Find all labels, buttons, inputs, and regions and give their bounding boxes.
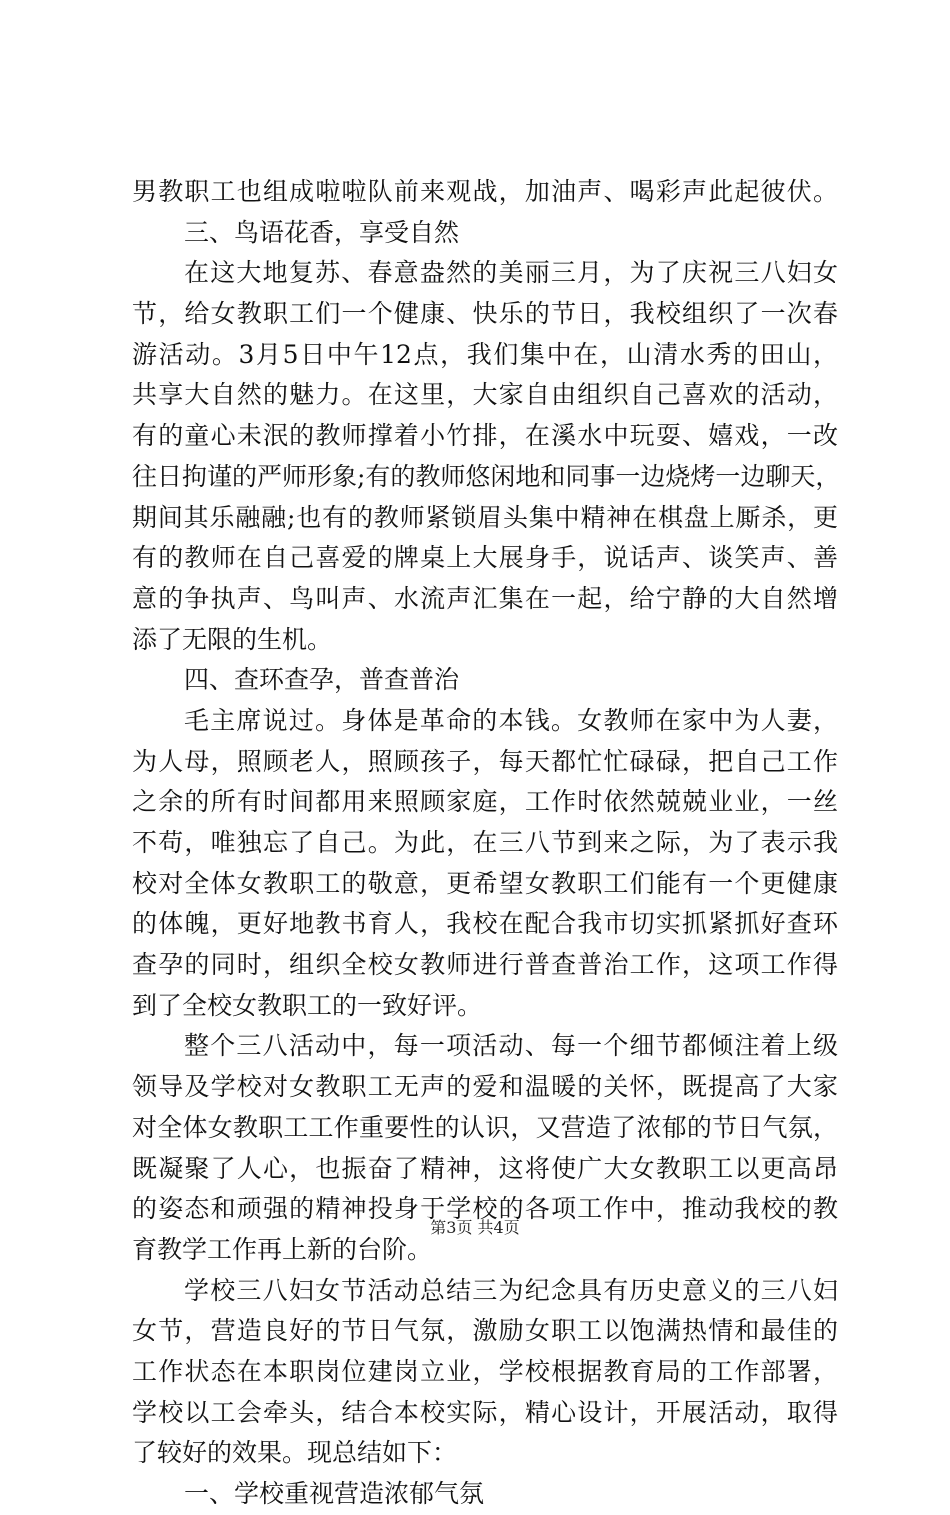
text-line: 查孕的同时，组织全校女教师进行普查普治工作，这项工作得 [132, 950, 838, 980]
text-line: 有的童心未泯的教师撑着小竹排，在溪水中玩耍、嬉戏，一改 [132, 421, 838, 451]
text-line: 领导及学校对女教职工无声的爱和温暖的关怀，既提高了大家 [132, 1072, 838, 1102]
text-line: 了较好的效果。现总结如下： [132, 1438, 458, 1468]
text-line: 为人母，照顾老人，照顾孩子，每天都忙忙碌碌，把自己工作 [132, 746, 838, 776]
text-line: 对全体女教职工工作重要性的认识，又营造了浓郁的节日气氛， [132, 1112, 838, 1142]
text-line: 毛主席说过。身体是革命的本钱。女教师在家中为人妻， [184, 705, 838, 735]
text-line: 女节，营造良好的节日气氛，激励女职工以饱满热情和最佳的 [132, 1316, 838, 1346]
text-line: 期间其乐融融;也有的教师紧锁眉头集中精神在棋盘上厮杀，更 [132, 502, 838, 532]
text-line: 的姿态和顽强的精神投身于学校的各项工作中，推动我校的教 [132, 1194, 838, 1224]
text-line: 到了全校女教职工的一致好评。 [132, 990, 483, 1020]
document-body [132, 172, 841, 1515]
text-line: 不苟，唯独忘了自己。为此，在三八节到来之际，为了表示我 [132, 828, 838, 857]
text-line: 添了无限的生机。 [132, 624, 333, 654]
page-footer: 第3页 共4页 [430, 1218, 520, 1237]
text-line: 往日拘谨的严师形象;有的教师悠闲地和同事一边烧烤一边聊天， [132, 461, 841, 491]
section-heading: 一、学校重视营造浓郁气氛 [184, 1479, 485, 1508]
text-line: 意的争执声、鸟叫声、水流声汇集在一起，给宁静的大自然增 [132, 583, 838, 613]
text-line: 有的教师在自己喜爱的牌桌上大展身手，说话声、谈笑声、善 [132, 543, 838, 573]
text-line: 在这大地复苏、春意盎然的美丽三月，为了庆祝三八妇女 [184, 258, 838, 288]
text-line: 游活动。3月5日中午12点，我们集中在，山清水秀的田山， [132, 339, 838, 369]
text-line: 校对全体女教职工的敬意，更希望女教职工们能有一个更健康 [132, 868, 838, 898]
text-line: 男教职工也组成啦啦队前来观战，加油声、喝彩声此起彼伏。 [132, 177, 838, 206]
section-heading: 三、鸟语花香，享受自然 [184, 217, 460, 247]
text-line: 节，给女教职工们一个健康、快乐的节日，我校组织了一次春 [132, 299, 838, 329]
text-line: 既凝聚了人心，也振奋了精神，这将使广大女教职工以更高昂 [132, 1153, 838, 1183]
text-line: 的体魄，更好地教书育人，我校在配合我市切实抓紧抓好查环 [132, 909, 838, 939]
text-line: 整个三八活动中，每一项活动、每一个细节都倾注着上级 [184, 1031, 838, 1061]
text-line: 工作状态在本职岗位建岗立业，学校根据教育局的工作部署， [132, 1356, 838, 1386]
text-line: 育教学工作再上新的台阶。 [132, 1234, 433, 1264]
text-line: 之余的所有时间都用来照顾家庭，工作时依然兢兢业业，一丝 [132, 787, 838, 817]
text-line: 学校以工会牵头，结合本校实际，精心设计，开展活动，取得 [132, 1397, 838, 1427]
text-line: 共享大自然的魅力。在这里，大家自由组织自己喜欢的活动， [132, 380, 838, 410]
section-heading: 四、查环查孕，普查普治 [184, 665, 460, 695]
text-line: 学校三八妇女节活动总结三为纪念具有历史意义的三八妇 [184, 1275, 838, 1305]
